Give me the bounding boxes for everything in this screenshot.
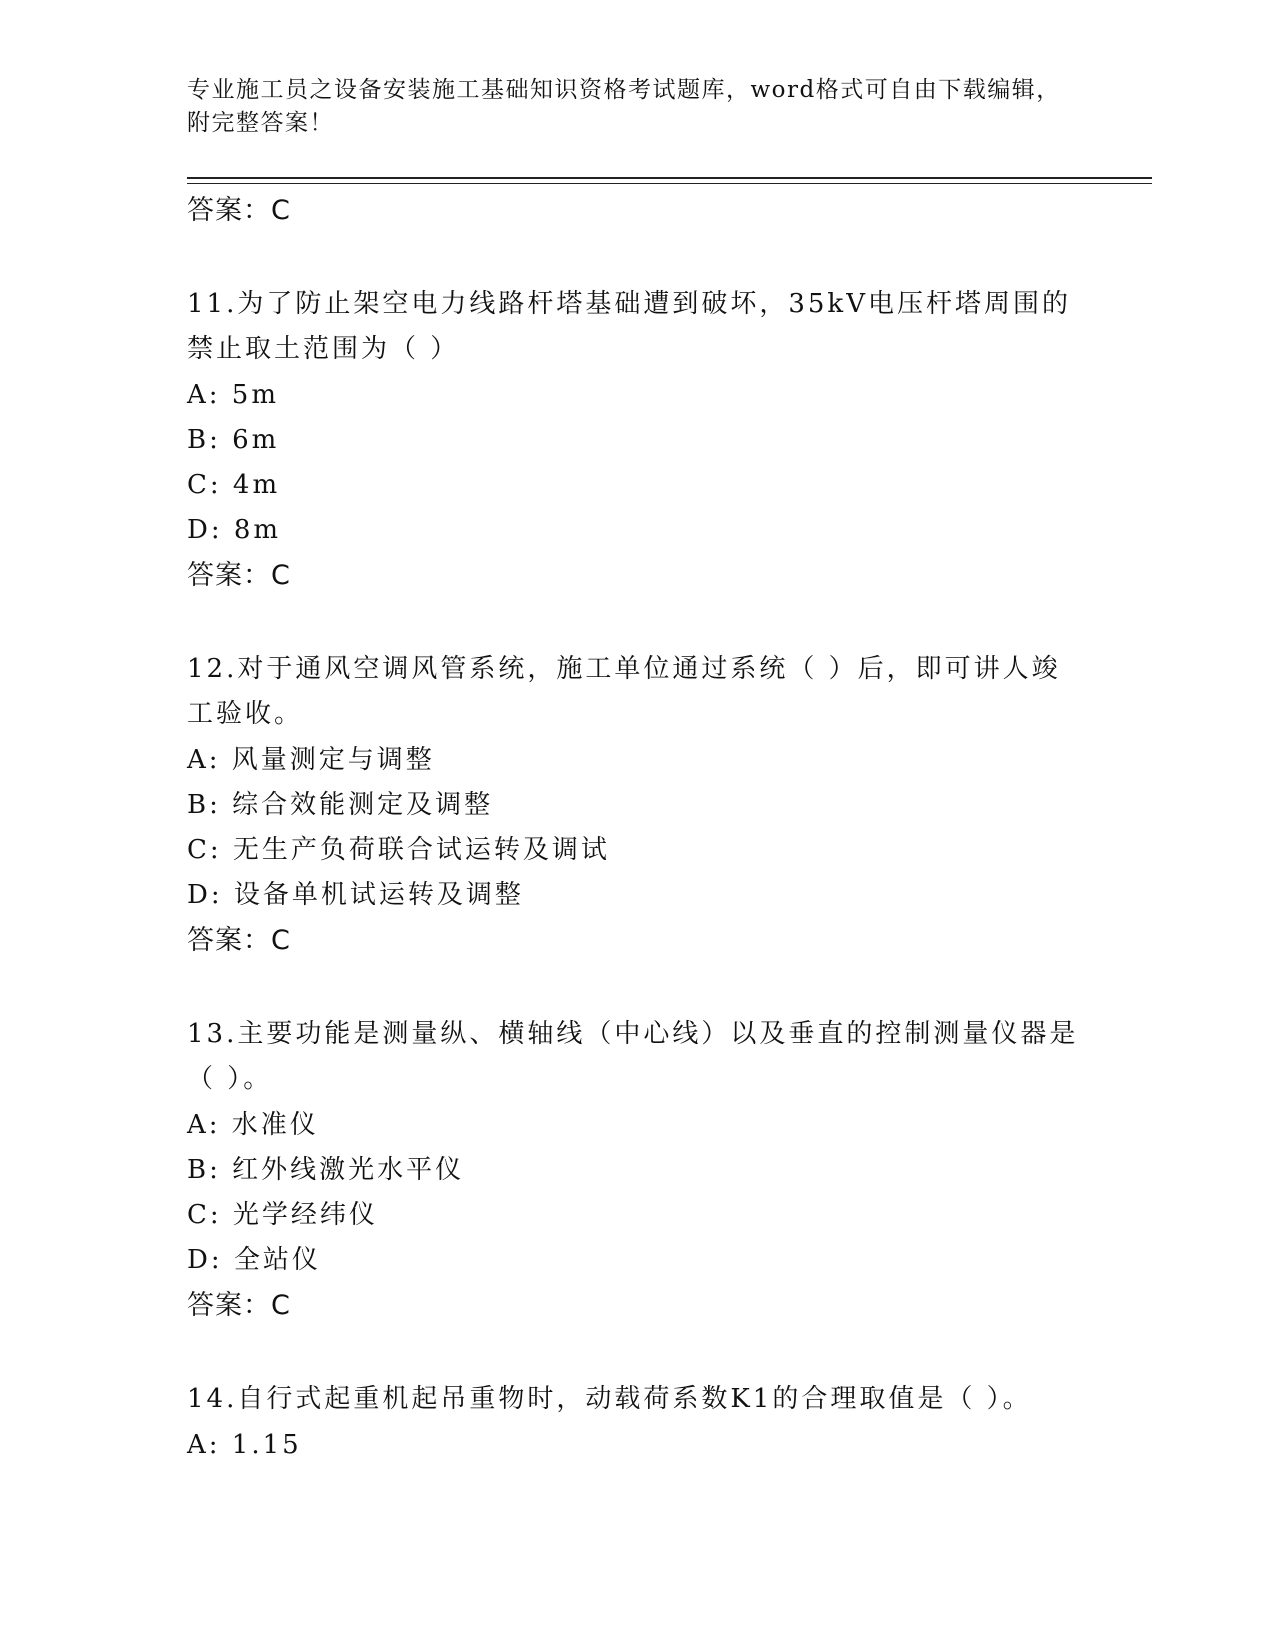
header-divider-thin (187, 183, 1152, 184)
option-a: A: 1.15 (187, 1430, 302, 1460)
question-block (187, 647, 1087, 964)
question-block (187, 1377, 1087, 1468)
document-header (187, 74, 1087, 140)
spacer (187, 1329, 1087, 1377)
spacer (187, 599, 1087, 647)
option-a: A: 5m (187, 380, 279, 410)
option-a: A: 风量测定与调整 (187, 745, 435, 775)
question-list (187, 188, 1087, 1468)
spacer (187, 234, 1087, 282)
answer-line: 答案：C (187, 925, 291, 956)
option-d: D: 设备单机试运转及调整 (187, 880, 524, 910)
option-b: B: 综合效能测定及调整 (187, 790, 494, 820)
question-stem: 14.自行式起重机起吊重物时，动载荷系数K1的合理取值是（ ）。 (187, 1384, 1032, 1414)
option-c: C: 无生产负荷联合试运转及调试 (187, 835, 610, 865)
question-stem: 11.为了防止架空电力线路杆塔基础遭到破坏，35kV电压杆塔周围的禁止取土范围为（ ） (187, 289, 1071, 364)
question-block (187, 282, 1087, 599)
question-stem: 13.主要功能是测量纵、横轴线（中心线）以及垂直的控制测量仪器是（ ）。 (187, 1019, 1079, 1094)
option-d: D: 全站仪 (187, 1245, 321, 1275)
option-b: B: 红外线激光水平仪 (187, 1155, 465, 1185)
answer-line: 答案：C (187, 1290, 291, 1321)
answer-line: 答案：C (187, 560, 291, 591)
option-c: C: 4m (187, 470, 281, 500)
question-block (187, 1012, 1087, 1329)
option-b: B: 6m (187, 425, 280, 455)
header-line-2: 附完整答案！ (187, 110, 334, 136)
answer-line: 答案：C (187, 195, 291, 226)
spacer (187, 964, 1087, 1012)
header-divider-thick (187, 177, 1152, 179)
header-line-1: 专业施工员之设备安装施工基础知识资格考试题库，word格式可自由下载编辑， (187, 77, 1061, 103)
option-d: D: 8m (187, 515, 282, 545)
option-c: C: 光学经纬仪 (187, 1200, 378, 1230)
option-a: A: 水准仪 (187, 1110, 319, 1140)
question-stem: 12.对于通风空调风管系统，施工单位通过系统（ ）后，即可讲人竣工验收。 (187, 654, 1061, 729)
